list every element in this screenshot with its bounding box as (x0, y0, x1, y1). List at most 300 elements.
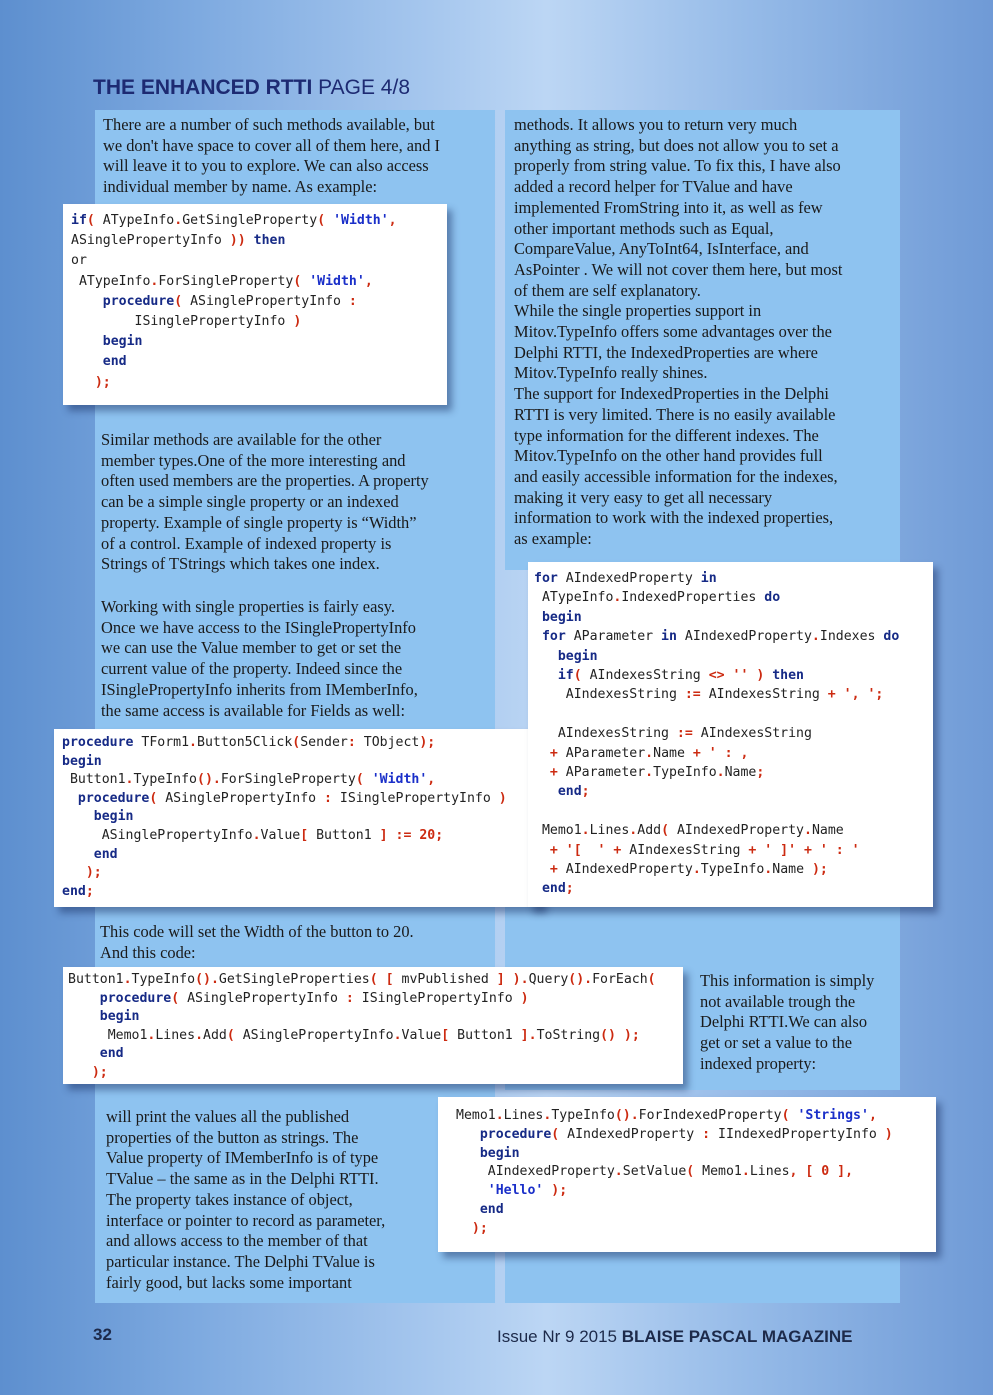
code-token: Memo1 (456, 1108, 496, 1123)
code-token: for (534, 571, 558, 586)
code-token: . (189, 735, 197, 750)
text-line: This code will set the Width of the button to 20. (100, 922, 414, 941)
code-token: ATypeInfo (534, 590, 614, 606)
code-token: 0 ], (821, 1164, 854, 1180)
code-token: do (883, 629, 900, 645)
text-line: the same access is available for Fields as well: (101, 700, 406, 720)
code-token: Button1 (316, 828, 380, 843)
text-line: and easily accessible information for the indexes, (514, 466, 838, 486)
page-title: THE ENHANCED RTTI PAGE 4/8 (93, 76, 411, 99)
code-token: ForSingleProperty (220, 772, 356, 788)
text-line: anything as string, but does not allow you to set a (514, 135, 839, 155)
code-line (62, 883, 94, 901)
text-line: RTTI is very limited. There is no easily available (514, 404, 836, 424)
text-line: Strings of TStrings which takes one index. (101, 554, 380, 574)
code-token: [ (441, 1027, 458, 1043)
code-line (534, 686, 883, 704)
code-token: . (125, 772, 134, 788)
code-token: <> '' ) (708, 668, 765, 683)
code-line (534, 667, 804, 685)
paragraph-single-properties (101, 597, 495, 721)
code-token: + (534, 862, 566, 877)
code-token: in (700, 571, 717, 586)
code-token: . (804, 823, 812, 839)
code-token: () ); (600, 1027, 640, 1043)
code-token: Lines (749, 1164, 790, 1180)
text-line: information to work with the indexed properties, (514, 508, 834, 528)
text-line: we don't have space to cover all of them here, and I (103, 135, 441, 155)
paragraph-published-values (106, 1107, 446, 1293)
code-line (68, 971, 656, 989)
code-token: begin (62, 809, 134, 825)
code-line (456, 1201, 504, 1219)
code-line (68, 990, 529, 1008)
code-token: . (543, 1108, 552, 1123)
code-token: in (661, 629, 677, 645)
code-line (68, 1027, 640, 1045)
code-token: ATypeInfo (102, 213, 175, 228)
code-token: ; (565, 881, 574, 897)
code-token: ForSingleProperty (158, 273, 294, 289)
code-token: GetSingleProperties (218, 972, 370, 987)
code-token: for (534, 629, 566, 645)
code-token: AIndexesString (589, 668, 709, 683)
code-token: ) (498, 790, 507, 806)
text-line: TValue – the same as in the Delphi RTTI. (106, 1169, 379, 1189)
text-line: The property takes instance of object, (106, 1189, 353, 1209)
code-token: ASinglePropertyInfo (190, 293, 349, 309)
code-line (71, 374, 111, 392)
code-line (534, 822, 844, 840)
text-line: indexed property: (700, 1053, 817, 1073)
text-line: ISinglePropertyInfo inherits from IMemberInfo, (101, 679, 418, 699)
code-line (62, 734, 435, 752)
code-token: ( (226, 1027, 243, 1043)
paragraph-not-available (700, 971, 910, 1075)
code-token: end (68, 1046, 124, 1062)
code-token: 20; (419, 828, 444, 843)
code-line (71, 353, 127, 371)
code-token: ( (551, 1126, 568, 1142)
code-token: ISinglePropertyInfo (339, 790, 499, 806)
code-token: mvPublished (401, 972, 497, 987)
code-token: . (495, 1108, 504, 1123)
text-line: Delphi RTTI.We can also (700, 1012, 868, 1032)
code-token: ); (543, 1183, 568, 1199)
code-token: ASinglePropertyInfo (62, 828, 253, 843)
text-line: There are a number of such methods available, but (103, 115, 435, 134)
code-token: . (195, 1027, 204, 1043)
code-line (534, 648, 598, 666)
code-line (71, 212, 397, 230)
code-token: Lines (155, 1027, 196, 1043)
text-line: Mitov.TypeInfo really shines. (514, 363, 708, 383)
code-line (62, 808, 133, 826)
code-line (62, 753, 102, 771)
code-token: . (629, 823, 638, 839)
code-token: TypeInfo (133, 772, 198, 788)
code-token: AIndexesString (700, 726, 812, 742)
code-line (534, 570, 717, 588)
code-block-set-indexed-value (438, 1097, 936, 1252)
code-token: Sender (300, 735, 348, 750)
text-line: as example: (514, 529, 592, 549)
text-line: get or set a value to the (700, 1033, 853, 1053)
code-token: ); (62, 865, 102, 881)
paragraph-similar-methods (101, 430, 495, 575)
code-line (68, 1064, 108, 1082)
code-block-indexed-properties (528, 562, 933, 907)
code-line (62, 790, 507, 808)
code-token: AIndexedProperty (676, 823, 805, 839)
code-token: Button1 (457, 1027, 521, 1043)
code-line (456, 1220, 488, 1238)
code-token: )) (229, 233, 246, 249)
code-token: ); (419, 735, 436, 750)
code-token: AParameter (565, 745, 646, 761)
code-line (534, 861, 828, 879)
code-token: , [ (789, 1164, 822, 1180)
code-token: Add (637, 823, 662, 839)
code-line (62, 846, 118, 864)
code-line (456, 1126, 893, 1144)
code-token: 'Strings' (797, 1108, 869, 1123)
code-line (456, 1107, 877, 1125)
code-line (456, 1182, 567, 1200)
text-line: other important methods such as Equal, (514, 218, 774, 238)
code-token: begin (534, 609, 582, 625)
code-token: begin (62, 753, 102, 769)
code-line (68, 1045, 124, 1063)
text-line: fairly good, but lacks some important (106, 1272, 352, 1292)
text-line: often used members are the properties. A property (101, 471, 429, 491)
code-token: . (123, 972, 132, 987)
code-token: , (364, 273, 373, 289)
code-line (456, 1163, 853, 1181)
code-token: ( (86, 213, 103, 228)
code-block-get-single-properties (63, 967, 683, 1084)
code-line (71, 333, 142, 351)
code-token: . (614, 1164, 623, 1180)
code-token: Button5Click (197, 735, 293, 750)
paragraph-intro (103, 115, 497, 198)
code-token: . (692, 862, 701, 877)
code-token: Button1 (68, 972, 124, 987)
code-token: TypeInfo (551, 1108, 615, 1123)
code-token: ; (756, 765, 765, 780)
code-token: AIndexesString (534, 726, 677, 742)
text-line: can be a simple single property or an indexed (101, 492, 399, 512)
code-token: procedure (68, 990, 172, 1006)
code-token: Value (401, 1027, 442, 1043)
text-line: Mitov.TypeInfo on the other hand provides full (514, 446, 823, 466)
code-token: begin (71, 334, 143, 350)
code-line (534, 880, 574, 898)
code-token: ); (456, 1220, 488, 1236)
code-token: , (868, 1108, 877, 1123)
code-token: + ', '; (827, 687, 884, 703)
code-token: . (147, 1027, 156, 1043)
code-line (71, 273, 373, 291)
code-token: ( (149, 790, 166, 806)
code-token: then (245, 233, 286, 249)
code-token: ASinglePropertyInfo (187, 990, 346, 1006)
code-token: . (764, 862, 773, 877)
code-token: do (764, 590, 781, 606)
text-line: member types.One of the more interesting and (101, 450, 406, 470)
code-token: ISinglePropertyInfo (71, 314, 294, 329)
code-token: ); (811, 862, 828, 877)
code-block-button-click (54, 729, 542, 907)
code-token: (). (568, 972, 593, 987)
code-token: SetValue (622, 1164, 687, 1180)
code-token: , (427, 772, 436, 788)
text-line: implemented FromString into it, as well as few (514, 197, 823, 217)
code-block-get-single-property (63, 204, 447, 405)
text-line: added a record helper for TValue and have (514, 177, 793, 197)
code-token: Query (528, 972, 569, 987)
paragraph-width-note (100, 922, 494, 963)
code-token: ; (85, 883, 94, 899)
code-token: Add (203, 1027, 227, 1043)
code-token: [ (300, 828, 317, 843)
code-token: AIndexedProperty (557, 571, 701, 586)
text-line: Similar methods are available for the other (101, 430, 382, 449)
code-token: . (252, 828, 261, 843)
code-line (456, 1145, 520, 1163)
code-token: ATypeInfo (71, 273, 151, 289)
code-token: : (348, 293, 357, 309)
code-token: Memo1 (68, 1027, 148, 1043)
code-token: , (388, 213, 397, 228)
code-token: ); (68, 1065, 108, 1080)
code-token: AParameter (565, 629, 662, 645)
code-token: ( (647, 972, 656, 987)
text-line: CompareValue, AnyToInt64, IsInterface, and (514, 239, 809, 259)
code-token: ( (317, 213, 334, 228)
code-token: : (324, 790, 340, 806)
code-token: if (534, 668, 574, 683)
code-token: Memo1 (702, 1164, 742, 1180)
code-token: ( (573, 668, 590, 683)
text-line: type information for the different indexes. The (514, 425, 819, 445)
code-token: . (645, 765, 654, 780)
code-token: end (534, 881, 566, 897)
code-token: : (702, 1126, 719, 1142)
code-token: 'Width' (333, 213, 389, 228)
text-line: will print the values all the published (106, 1107, 350, 1126)
text-line: current value of the property. Indeed since the (101, 659, 403, 679)
code-token: ASinglePropertyInfo (165, 790, 325, 806)
code-token: procedure (62, 735, 134, 750)
code-token: Lines (589, 823, 630, 839)
code-token: ForIndexedProperty (638, 1108, 782, 1123)
text-line: This information is simply (700, 971, 875, 990)
code-token: (). (197, 772, 221, 788)
text-line: property. Example of single property is “Width” (101, 512, 417, 532)
code-token: TForm1 (133, 735, 190, 750)
code-token: begin (534, 648, 598, 664)
code-line (534, 764, 764, 782)
code-token: + (534, 765, 566, 780)
code-line (534, 725, 812, 743)
code-token: (). (195, 972, 219, 987)
code-token: procedure (456, 1126, 552, 1142)
code-token: . (613, 590, 622, 606)
text-line: Mitov.TypeInfo offers some advantages over the (514, 322, 832, 342)
code-line (62, 827, 443, 845)
code-token: . (174, 213, 183, 228)
code-token: ForEach (592, 972, 648, 987)
text-line: individual member by name. As example: (103, 177, 378, 197)
text-line: will leave it to you to explore. We can also access (103, 156, 429, 176)
code-token: . (393, 1027, 402, 1043)
text-line: of a control. Example of indexed property is (101, 533, 392, 553)
code-token: Value (260, 828, 301, 843)
text-line: While the single properties support in (514, 301, 762, 321)
code-line (71, 232, 285, 250)
code-token: or (71, 253, 87, 269)
code-token: ) (520, 990, 529, 1006)
code-token: ] ). (496, 972, 529, 987)
text-line: of them are self explanatory. (514, 280, 701, 300)
code-token: + '[ ' + (534, 842, 630, 858)
code-line (71, 252, 87, 270)
code-token: ToString (536, 1027, 601, 1043)
text-line: properties of the button as strings. The (106, 1127, 359, 1147)
code-token: ( (686, 1164, 703, 1180)
code-token: . (150, 273, 159, 289)
code-token: Name (724, 765, 757, 780)
code-token: ) (884, 1126, 893, 1142)
code-token: ( (781, 1108, 798, 1123)
code-token: : (345, 990, 362, 1006)
code-token: ASinglePropertyInfo (71, 233, 230, 249)
code-token: TypeInfo (131, 972, 196, 987)
text-line: particular instance. The Delphi TValue is (106, 1251, 375, 1271)
code-token: + ' ]' + ' : ' (748, 842, 860, 858)
text-line: The support for IndexedProperties in the Delphi (514, 384, 829, 404)
code-token: ASinglePropertyInfo (242, 1027, 394, 1043)
text-line: and allows access to the member of that (106, 1231, 368, 1251)
page-number: 32 (93, 1325, 112, 1344)
text-line: interface or pointer to record as parameter, (106, 1210, 386, 1230)
code-token: := (676, 726, 701, 742)
code-token: : (347, 735, 364, 750)
code-token: Button1 (62, 772, 126, 788)
code-token: + (534, 745, 566, 761)
code-token: ( (171, 990, 188, 1006)
code-token: Name (653, 745, 693, 761)
code-token: Name (811, 823, 844, 839)
code-token: ISinglePropertyInfo (361, 990, 521, 1006)
issue-footer: Issue Nr 9 2015 BLAISE PASCAL MAGAZINE (497, 1327, 853, 1346)
code-token: TypeInfo (653, 765, 717, 780)
code-token: ( (661, 823, 677, 839)
code-token: := (684, 687, 709, 703)
code-token: GetSingleProperty (182, 213, 318, 228)
code-line (534, 842, 860, 860)
code-token: ] := (379, 828, 420, 843)
code-token: end (71, 354, 127, 370)
code-token: if (71, 213, 87, 228)
text-line: methods. It allows you to return very much (514, 115, 798, 134)
code-line (534, 628, 899, 646)
code-token: + ' : , (692, 745, 749, 761)
code-token: end (62, 883, 86, 899)
code-token: AIndexedProperty (565, 862, 693, 877)
text-line: Value property of IMemberInfo is of type (106, 1148, 379, 1168)
code-token: 'Width' (309, 273, 365, 289)
code-token: AIndexesString (534, 687, 685, 703)
code-token: AIndexedProperty (676, 629, 812, 645)
code-line (534, 745, 748, 763)
text-line: not available trough the (700, 991, 856, 1011)
code-token: AIndexesString (708, 687, 828, 703)
code-token: AParameter (565, 765, 646, 780)
code-token: IndexedProperties (621, 590, 765, 606)
code-line (71, 313, 301, 331)
text-line: Once we have access to the ISinglePropertyInfo (101, 617, 416, 637)
code-token: Memo1 (534, 823, 582, 839)
text-line: AsPointer . We will not cover them here, but most (514, 259, 843, 279)
code-token: (). (614, 1108, 639, 1123)
code-token: . (716, 765, 725, 780)
code-token: 'Hello' (456, 1183, 544, 1199)
code-line (71, 293, 357, 311)
code-token: procedure (71, 293, 175, 309)
code-line (62, 864, 102, 882)
code-token: AIndexesString (629, 842, 749, 858)
code-token: Name (772, 862, 812, 877)
code-line (62, 771, 435, 789)
paragraph-tvalue-methods (514, 115, 904, 550)
text-line: making it very easy to get all necessary (514, 487, 773, 507)
code-token: 'Width' (371, 772, 428, 788)
text-line: And this code: (100, 942, 196, 962)
code-token: AIndexedProperty (456, 1164, 615, 1180)
code-token: end (62, 846, 118, 862)
text-line: we can use the Value member to get or set the (101, 638, 402, 658)
code-token: . (581, 823, 590, 839)
code-token: ( (293, 273, 310, 289)
code-token: . (645, 745, 654, 761)
code-token: AIndexedProperty (567, 1126, 703, 1142)
code-line (534, 609, 582, 627)
code-token: begin (456, 1145, 520, 1161)
text-line: Working with single properties is fairly easy. (101, 597, 395, 616)
code-line (534, 589, 780, 607)
code-line (534, 783, 590, 801)
code-token: Indexes (819, 629, 884, 645)
code-token: ); (71, 374, 111, 390)
code-token: ) (293, 314, 302, 329)
code-token: end (534, 784, 582, 800)
code-token: then (764, 668, 804, 683)
code-token: . (741, 1164, 750, 1180)
code-token: ( (355, 772, 372, 788)
code-token: ( (174, 293, 191, 309)
code-token: ( (292, 735, 301, 750)
code-token: TObject (363, 735, 420, 750)
code-token: ( [ (369, 972, 402, 987)
code-token: ; (581, 784, 590, 800)
code-token: procedure (62, 790, 150, 806)
code-token: IIndexedPropertyInfo (718, 1126, 885, 1142)
code-line (68, 1008, 139, 1026)
code-token: . (811, 629, 820, 645)
code-token: begin (68, 1009, 140, 1025)
